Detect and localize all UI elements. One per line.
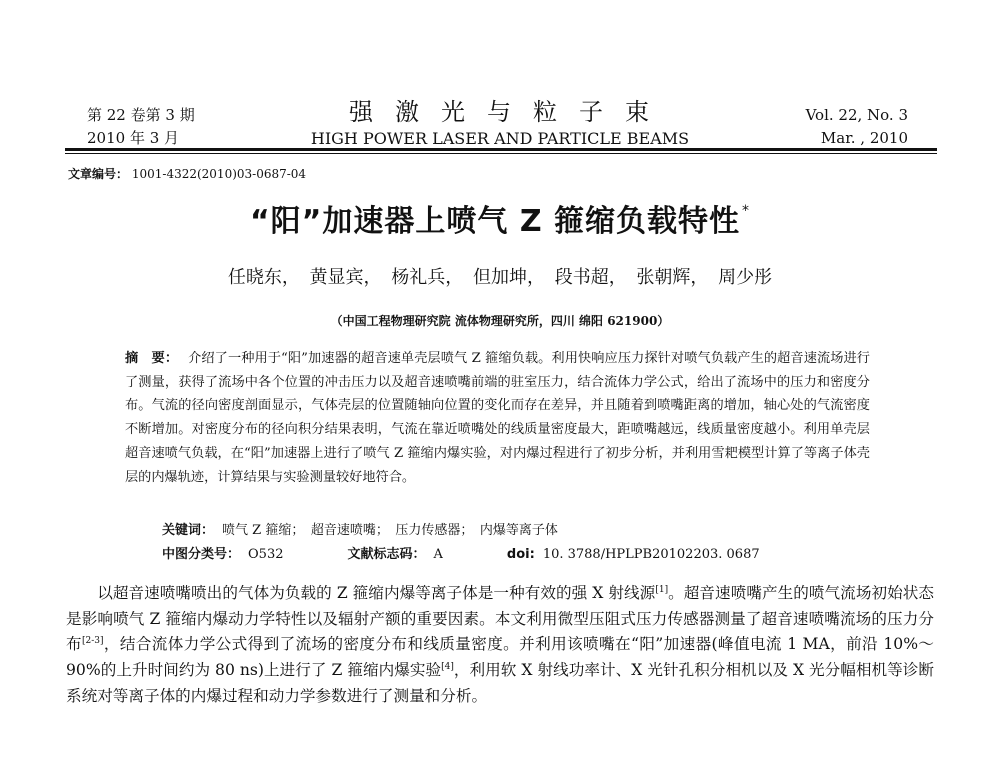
- journal-title-en: HIGH POWER LASER AND PARTICLE BEAMS: [310, 129, 690, 148]
- abstract-label: 摘 要：: [125, 351, 179, 366]
- header-left: [87, 104, 195, 150]
- journal-title-cn: 强激光与粒子束: [349, 98, 671, 126]
- header-right: [806, 104, 908, 150]
- intro-paragraph: [66, 581, 934, 710]
- volume-issue-en: Vol. 22, No. 3: [805, 106, 908, 124]
- title-footnote-mark: *: [742, 203, 751, 219]
- citation-ref-2-3[interactable]: [2-3]: [81, 636, 104, 647]
- clc-value: O532: [248, 547, 284, 562]
- article-number-label: 文章编号：: [68, 167, 129, 181]
- citation-ref-1[interactable]: [1]: [655, 585, 669, 595]
- abstract: [125, 347, 870, 489]
- date-cn: 2010 年 3 月: [87, 129, 180, 147]
- citation-ref-4[interactable]: [4]: [441, 662, 454, 673]
- authors: 任晓东， 黄显宾， 杨礼兵， 但加坤， 段书超， 张朝辉， 周少彤: [227, 267, 773, 288]
- paper-title-text: “阳”加速器上喷气 Z 箍缩负载特性: [249, 204, 741, 239]
- doc-code-label: 文献标志码：: [347, 547, 426, 562]
- article-number: [68, 165, 306, 182]
- date-en: Mar. , 2010: [820, 129, 908, 147]
- body-text: [66, 581, 934, 710]
- clc-label: 中图分类号：: [162, 547, 241, 562]
- doc-code-value: A: [433, 547, 443, 562]
- paper-title: [0, 196, 1000, 240]
- intro-text-4: ，利用软 X 射线功率计、X 光针孔积分相机以及 X 光分幅相机等诊断系统对等离子体的内爆过程和动力学参数进行了测量和分析。: [66, 661, 935, 705]
- header-rule-thin: [65, 153, 937, 154]
- keywords-value: 喷气 Z 箍缩； 超音速喷嘴； 压力传感器； 内爆等离子体: [222, 523, 558, 538]
- doi-value: 10. 3788/HPLPB20102203. 0687: [542, 547, 760, 562]
- abstract-text: 介绍了一种用于“阳”加速器的超音速单壳层喷气 Z 箍缩负载。利用快响应压力探针对喷气负载产生的超音速流场进行了测量，获得了流场中各个位置的冲击压力以及超音速喷嘴前端的驻室压力，结合流体力学公式，给出了流场中的压力和密度分布。气流的径向密度剖面显示，气体壳层的位置随轴向位置的变化而存在差异，并且随着到喷嘴距离的增加，轴心处的气流密度不断增加。对密度分布的径向积分结果表明，气流在靠近喷嘴处的线质量密度最大，距喷嘴越远，线质量密度越小。利用单壳层超音速喷气负载，在“阳”加速器上进行了喷气 Z 箍缩内爆实验，对内爆过程进行了初步分析，并利用雪耙模型计算了等离子体壳层的内爆轨迹，计算结果与实验测量较好地符合。: [125, 351, 870, 485]
- keywords-label: 关键词：: [162, 523, 215, 538]
- intro-text-2: 。超音速喷嘴产生的喷气流场初始状态是影响喷气 Z 箍缩内爆动力学特性以及辐射产额的重要因素。本文利用微型压阻式压力传感器测量了超音速喷嘴流场的压力分布: [66, 584, 934, 654]
- keywords: [162, 519, 558, 538]
- intro-text-1: 以超音速喷嘴喷出的气体为负载的 Z 箍缩内爆等离子体是一种有效的强 X 射线源: [97, 584, 656, 602]
- volume-issue-cn: 第 22 卷第 3 期: [87, 106, 195, 124]
- header-center: [270, 98, 730, 150]
- intro-text-3: ，结合流体力学公式得到了流场的密度分布和线质量密度。并利用该喷嘴在“阳”加速器(峰值电流 1 MA，前沿 10%～90%的上升时间约为 80 ns)上进行了 Z 箍缩内爆实验: [66, 635, 934, 680]
- classification: [162, 543, 760, 562]
- header-rule-thick: [65, 148, 937, 151]
- doi-label: doi:: [506, 547, 535, 562]
- affiliation: （中国工程物理研究院 流体物理研究所，四川 绵阳 621900）: [330, 314, 670, 328]
- article-number-value: 1001-4322(2010)03-0687-04: [131, 167, 307, 181]
